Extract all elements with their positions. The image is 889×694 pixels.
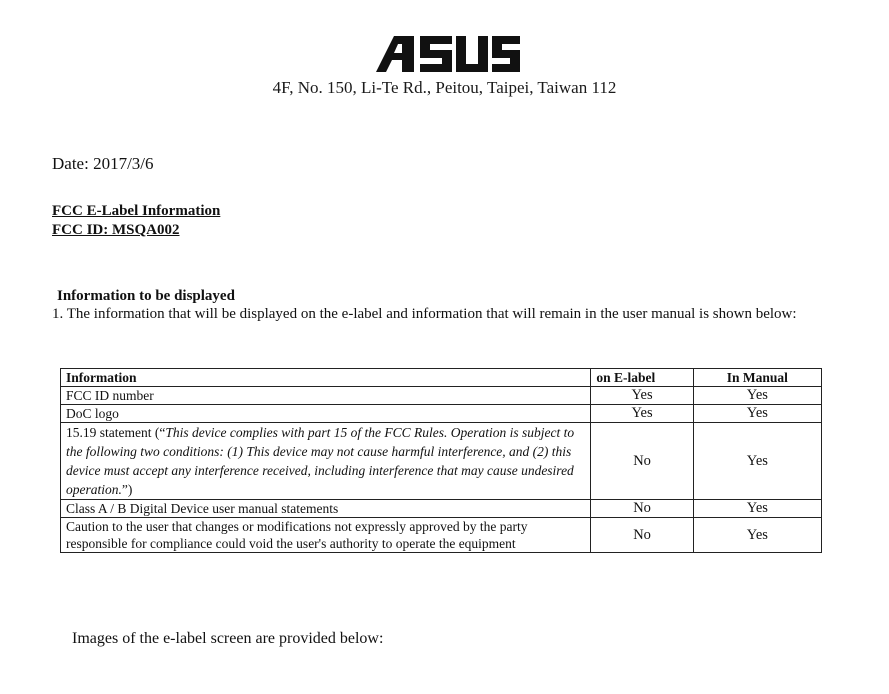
statement-suffix: ”) (121, 482, 133, 497)
table-row (61, 518, 822, 553)
row-manual-value: Yes (693, 423, 821, 500)
company-address: 4F, No. 150, Li-Te Rd., Peitou, Taipei, Taiwan 112 (272, 78, 617, 97)
row-info: Caution to the user that changes or modifications not expressly approved by the party responsible for compliance could void the user's authority to operate the equipment (61, 518, 591, 553)
table-row (61, 405, 822, 423)
closing-text: Images of the e-label screen are provided below: (72, 630, 384, 647)
intro-paragraph: 1. The information that will be displayed on the e-label and information that will remain in the user manual is shown below: (52, 306, 797, 322)
table-row (61, 500, 822, 518)
row-info: DoC logo (61, 405, 591, 423)
row-elabel-value: No (591, 518, 693, 553)
table-header-row (61, 369, 822, 387)
section-heading: Information to be displayed (57, 288, 235, 304)
row-manual-value: Yes (693, 405, 821, 423)
row-manual-value: Yes (693, 500, 821, 518)
row-elabel-value: No (591, 423, 693, 500)
statement-text: This device complies with part 15 of the FCC Rules. Operation is subject to the following two conditions: (1) This device may not cause harmful interference, and (2) this device must accept any interference received, including interference that may cause undesired operation. (66, 425, 575, 497)
row-manual-value: Yes (693, 518, 821, 553)
row-info (61, 423, 591, 500)
asus-logo (374, 36, 520, 72)
document-title: FCC E-Label Information (52, 203, 221, 219)
table-row (61, 387, 822, 405)
column-header-on-elabel: on E-label (591, 369, 693, 387)
column-header-in-manual: In Manual (693, 369, 821, 387)
fcc-id: FCC ID: MSQA002 (52, 222, 180, 238)
document-date: Date: 2017/3/6 (52, 154, 154, 173)
row-elabel-value: Yes (591, 387, 693, 405)
row-info: Class A / B Digital Device user manual statements (61, 500, 591, 518)
row-info: FCC ID number (61, 387, 591, 405)
row-elabel-value: Yes (591, 405, 693, 423)
table-row (61, 423, 822, 500)
info-table (60, 368, 822, 553)
statement-prefix: 15.19 statement (“ (66, 425, 166, 440)
row-elabel-value: No (591, 500, 693, 518)
row-manual-value: Yes (693, 387, 821, 405)
column-header-information: Information (61, 369, 591, 387)
